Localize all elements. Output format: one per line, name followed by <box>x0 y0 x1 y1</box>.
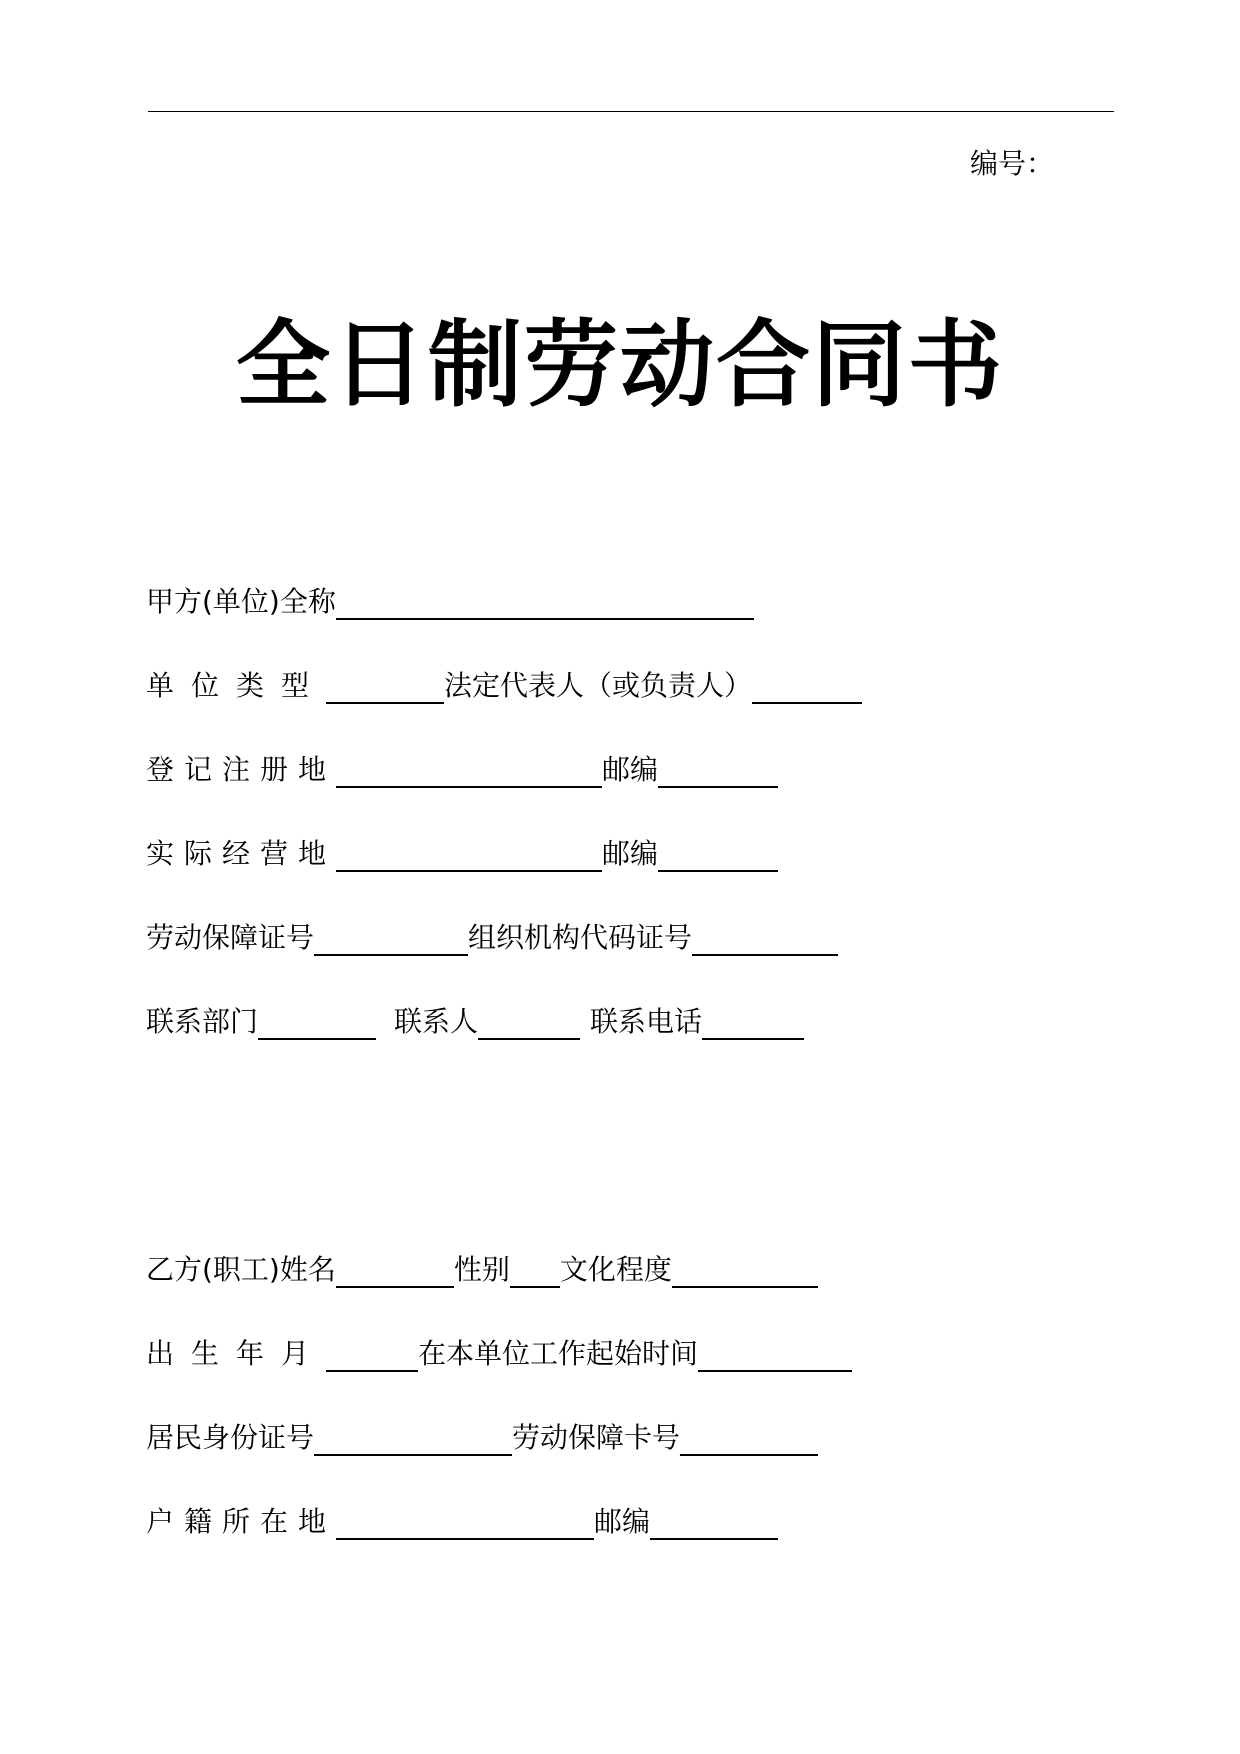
top-rule <box>148 111 1114 112</box>
party-b-name-row <box>146 1248 818 1288</box>
contact-phone-label: 联系电话 <box>590 1005 703 1038</box>
labor-cert-label: 劳动保障证号 <box>146 921 315 954</box>
contact-person-field[interactable] <box>478 1008 580 1040</box>
household-postcode-label: 邮编 <box>594 1505 651 1538</box>
business-address-field[interactable] <box>336 840 602 872</box>
org-code-field[interactable] <box>692 924 838 956</box>
document-title: 全日制劳动合同书 <box>235 311 1004 420</box>
legal-rep-field[interactable] <box>752 672 862 704</box>
id-row <box>146 1416 818 1456</box>
reg-postcode-label: 邮编 <box>602 753 659 786</box>
household-label: 户籍所在地 <box>146 1505 337 1538</box>
labor-cert-field[interactable] <box>314 924 468 956</box>
party-b-name-field[interactable] <box>336 1256 454 1288</box>
contact-dept-label: 联系部门 <box>146 1005 259 1038</box>
start-time-label: 在本单位工作起始时间 <box>418 1337 699 1370</box>
org-code-label: 组织机构代码证号 <box>468 921 693 954</box>
cert-row <box>146 916 838 956</box>
serial-number-label: 编号： <box>970 147 1055 180</box>
reg-address-field[interactable] <box>336 756 602 788</box>
reg-address-row <box>146 748 778 788</box>
party-b-name-label: 乙方(职工)姓名 <box>146 1253 336 1286</box>
legal-rep-label: 法定代表人（或负责人） <box>444 669 753 702</box>
birth-label: 出生年月 <box>146 1337 327 1370</box>
reg-postcode-field[interactable] <box>658 756 778 788</box>
business-address-label: 实际经营地 <box>146 837 337 870</box>
household-field[interactable] <box>336 1508 594 1540</box>
business-postcode-label: 邮编 <box>602 837 659 870</box>
party-a-full-name-row <box>146 580 754 620</box>
unit-type-row <box>146 664 862 704</box>
household-postcode-field[interactable] <box>650 1508 778 1540</box>
party-a-full-name-field[interactable] <box>336 588 754 620</box>
gender-label: 性别 <box>453 1253 510 1286</box>
contact-dept-field[interactable] <box>258 1008 376 1040</box>
contact-phone-field[interactable] <box>702 1008 804 1040</box>
birth-row <box>146 1332 852 1372</box>
start-time-field[interactable] <box>698 1340 852 1372</box>
contact-row <box>146 1000 804 1040</box>
id-number-field[interactable] <box>314 1424 512 1456</box>
id-number-label: 居民身份证号 <box>146 1421 315 1454</box>
unit-type-label: 单位类型 <box>146 669 327 702</box>
birth-field[interactable] <box>326 1340 418 1372</box>
labor-card-label: 劳动保障卡号 <box>512 1421 681 1454</box>
contact-person-label: 联系人 <box>394 1005 479 1038</box>
unit-type-field[interactable] <box>326 672 444 704</box>
party-a-full-name-label: 甲方(单位)全称 <box>146 585 336 618</box>
labor-card-field[interactable] <box>680 1424 818 1456</box>
gender-field[interactable] <box>510 1256 560 1288</box>
reg-address-label: 登记注册地 <box>146 753 337 786</box>
business-address-row <box>146 832 778 872</box>
education-label: 文化程度 <box>559 1253 672 1286</box>
education-field[interactable] <box>672 1256 818 1288</box>
household-row <box>146 1500 778 1540</box>
business-postcode-field[interactable] <box>658 840 778 872</box>
